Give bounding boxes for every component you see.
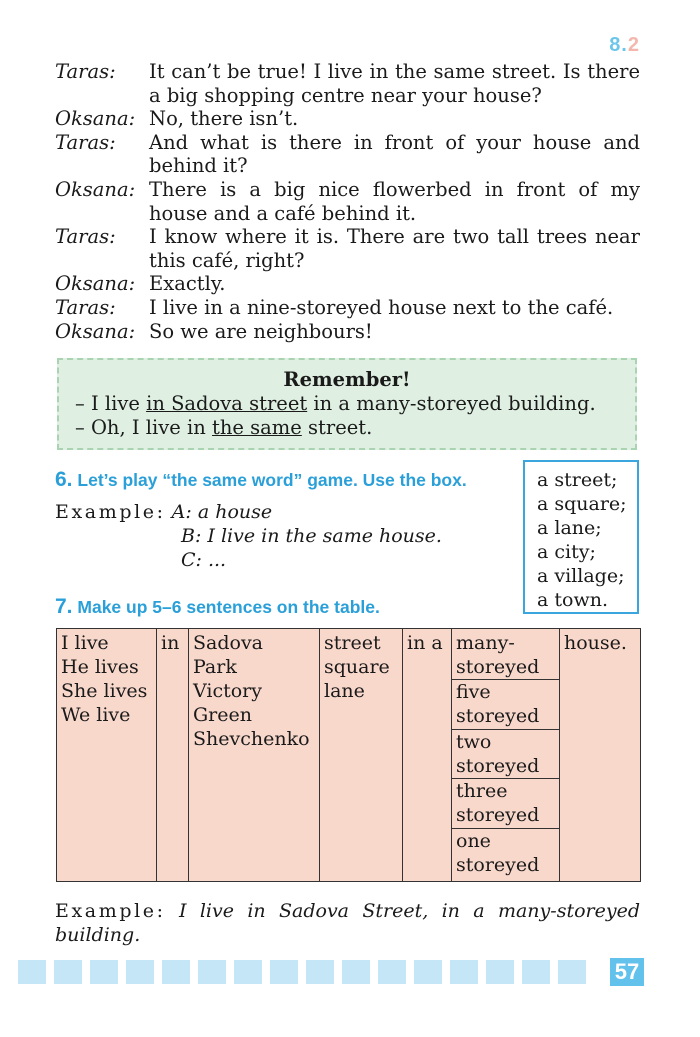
task-text: Let’s play “the same word” game. Use the box.	[77, 470, 467, 490]
table-cell-text: Sadova	[193, 632, 264, 654]
table-cell-text: lane	[324, 680, 365, 702]
speech: It can’t be true! I live in the same street. Is there a big shopping centre near your house?	[149, 60, 640, 107]
table-cell-text: storeyed	[456, 656, 540, 678]
table-cell-text: storeyed	[456, 755, 540, 777]
table-cell-text: one	[456, 830, 491, 852]
remember-line	[59, 392, 635, 416]
dialogue-line	[55, 320, 640, 344]
table-cell-text: She lives	[61, 680, 148, 702]
task-number: 6.	[55, 468, 73, 491]
word-box-item: a street;	[537, 469, 618, 491]
task-number: 7.	[55, 595, 73, 618]
speech: And what is there in front of your house and behind it?	[149, 130, 640, 178]
table-cell-text: five	[456, 681, 491, 703]
speech: There is a big nice flowerbed in front of my house and a café behind it.	[149, 177, 640, 225]
underlined-text: the same	[212, 416, 302, 439]
task-text: Make up 5–6 sentences on the table.	[77, 597, 380, 617]
decorative-strip	[18, 960, 608, 984]
table-cell-text: house.	[564, 632, 627, 654]
word-box-item: a village;	[537, 565, 625, 587]
text: – Oh, I live in	[75, 416, 213, 439]
table-cell-text: Green	[193, 704, 252, 726]
table-cell-text: storeyed	[456, 804, 540, 826]
remember-title: Remember!	[283, 368, 411, 391]
example-line: A: a house	[171, 501, 273, 523]
text: – I live	[75, 392, 147, 415]
table-cell-text: two	[456, 731, 492, 753]
dialogue-line	[55, 178, 640, 225]
table-cell-text: square	[324, 656, 390, 678]
prep2-column	[402, 629, 451, 881]
speaker: Oksana:	[55, 319, 136, 343]
noun-column	[559, 629, 640, 881]
unit-badge	[609, 34, 640, 57]
example-line: C: ...	[181, 549, 227, 571]
table-cell-text: He lives	[61, 656, 139, 678]
example-1	[55, 500, 515, 572]
speaker: Taras:	[55, 225, 116, 249]
example-2	[55, 899, 640, 947]
table-cell-text: I live	[61, 632, 109, 654]
dialogue-line	[55, 60, 640, 107]
table-cell-text: street	[324, 632, 381, 654]
speech: So we are neighbours!	[149, 319, 373, 343]
word-box-item: a city;	[537, 541, 596, 563]
speaker: Oksana:	[55, 177, 136, 201]
storeys-column	[451, 629, 559, 881]
speaker: Taras:	[55, 130, 116, 154]
table-cell-text: three	[456, 780, 508, 802]
page-number: 57	[610, 958, 644, 986]
table-cell-text: Park	[193, 656, 237, 678]
storey-cell	[452, 629, 559, 679]
table-cell-text: We live	[61, 704, 131, 726]
table-cell-text: many-	[456, 632, 515, 654]
example-line: B: I live in the same house.	[181, 525, 442, 547]
dialogue	[55, 60, 640, 343]
table-cell-text: in	[161, 632, 180, 654]
table-cell-text: Victory	[193, 680, 262, 702]
underlined-text: in Sadova street	[146, 392, 308, 415]
unit-number: 8.	[609, 34, 628, 56]
speech: Exactly.	[149, 272, 226, 296]
speech: No, there isn’t.	[149, 107, 299, 131]
text: street.	[301, 416, 373, 439]
lesson-number: 2	[627, 34, 640, 56]
table-cell-text: Shevchenko	[193, 728, 310, 750]
remember-line	[59, 416, 635, 440]
speaker: Oksana:	[55, 107, 136, 131]
storey-cell	[452, 679, 559, 729]
table-cell-text: in a	[407, 632, 443, 654]
remember-box	[57, 358, 637, 450]
example-label: Example:	[55, 900, 166, 922]
example-text: I live in Sadova Street, in a many-storeyed building.	[55, 900, 640, 946]
dialogue-line	[55, 107, 640, 131]
speaker: Oksana:	[55, 272, 136, 296]
dialogue-line	[55, 272, 640, 296]
substitution-table	[56, 628, 641, 882]
task-7-heading	[55, 595, 380, 619]
names-column	[188, 629, 319, 881]
storey-cell	[452, 828, 559, 881]
word-box-item: a lane;	[537, 517, 602, 539]
text: in a many-storeyed building.	[307, 392, 596, 415]
places-column	[319, 629, 402, 881]
word-box-item: a square;	[537, 493, 627, 515]
example-label: Example:	[55, 501, 166, 523]
subjects-column	[57, 629, 156, 881]
prep-column	[156, 629, 188, 881]
task-6-heading	[55, 468, 467, 492]
table-cell-text: storeyed	[456, 705, 540, 727]
table-cell-text: storeyed	[456, 854, 540, 876]
dialogue-line	[55, 296, 640, 320]
word-box	[523, 460, 639, 614]
word-box-item: a town.	[537, 589, 608, 611]
storey-cell	[452, 778, 559, 828]
dialogue-line	[55, 131, 640, 178]
speaker: Taras:	[55, 295, 116, 319]
speaker: Taras:	[55, 60, 116, 83]
dialogue-line	[55, 225, 640, 272]
speech: I know where it is. There are two tall trees near this café, right?	[149, 225, 640, 272]
speech: I live in a nine-storeyed house next to the café.	[149, 295, 614, 319]
storey-cell	[452, 729, 559, 778]
